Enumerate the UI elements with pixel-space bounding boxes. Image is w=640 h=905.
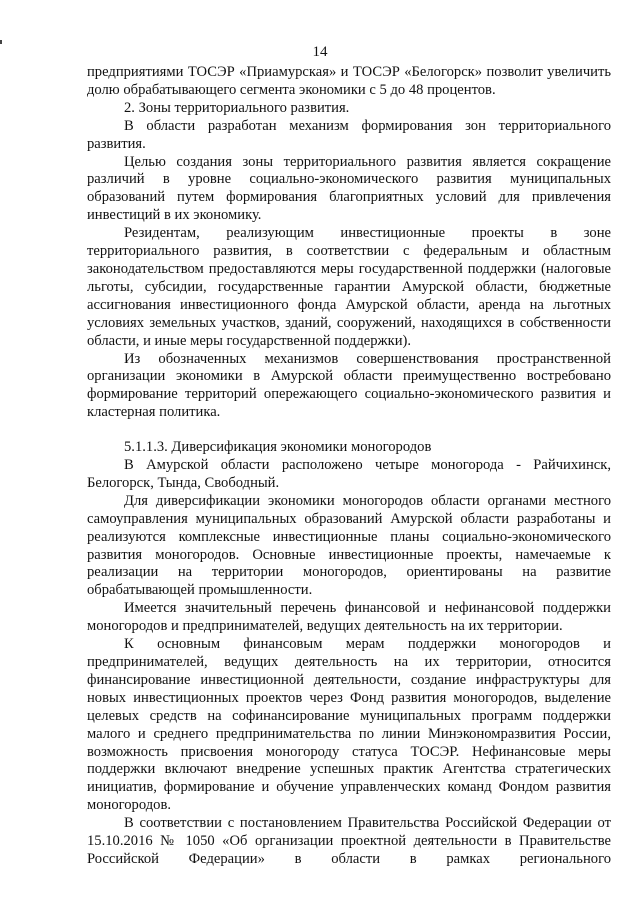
paragraph: Целью создания зоны территориального развития является сокращение различий в уровне социально-экономического развития муниципальных образований путем формирования благоприятных условий для привлечения инвестиций в их экономику.	[87, 153, 611, 224]
paragraph: Для диверсификации экономики моногородов области органами местного самоуправления муниципальных образований Амурской области разработаны и реализуются комплексные инвестиционные планы социально-экономического развития моногородов. Основные инвестиционные проекты, намечаемые к реализации на территории моногородов, ориентированы на развитие обрабатывающей промышленности.	[87, 492, 611, 599]
paragraph: В Амурской области расположено четыре моногорода - Райчихинск, Белогорск, Тында, Свободный.	[87, 457, 611, 491]
document-body	[87, 64, 611, 869]
paragraph: Из обозначенных механизмов совершенствования пространственной организации экономики в Амурской области преимущественно востребовано формирование территорий опережающего социально-экономического развития и кластерная политика.	[87, 350, 611, 421]
paragraph: В соответствии с постановлением Правительства Российской Федерации от 15.10.2016 № 1050 «Об организации проектной деятельности в Правительстве Российской Федерации» в области в рамках регионального	[87, 815, 611, 867]
paragraph: Имеется значительный перечень финансовой и нефинансовой поддержки моногородов и предпринимателей, ведущих деятельность на их территории.	[87, 600, 611, 635]
section-heading: 5.1.1.3. Диверсификация экономики моногородов	[124, 439, 432, 456]
paragraph: Резидентам, реализующим инвестиционные проекты в зоне территориального развития, в соответствии с федеральным и областным законодательством предоставляются меры государственной поддержки (налоговые льготы, субсидии, государственные гарантии Амурской области, бюджетные ассигнования инвестиционного фонда Амурской области, аренда на льготных условиях земельных участков, зданий, сооружений, находящихся в собственности области, и иные меры государственной поддержки).	[87, 225, 611, 349]
paragraph: В области разработан механизм формирования зон территориального развития.	[87, 117, 611, 152]
page-number: 14	[312, 44, 328, 60]
paragraph: К основным финансовым мерам поддержки моногородов и предпринимателей, ведущих деятельность на их территории, относится финансирование инвестиционной деятельности, создание инфраструктуры для новых инвестиционных проектов через Фонд развития моногородов, выделение целевых средств на софинансирование муниципальных программ поддержки малого и среднего предпринимательства по линии Минэкономразвития России, возможность присвоения моногороду статуса ТОСЭР. Нефинансовые меры поддержки включают внедрение успешных практик Агентства стратегических инициатив, формирование и обучение управленческих команд Фондом развития моногородов.	[87, 636, 611, 814]
paragraph: 2. Зоны территориального развития.	[124, 99, 350, 116]
paragraph: предприятиями ТОСЭР «Приамурская» и ТОСЭР «Белогорск» позволит увеличить долю обрабатывающего сегмента экономики с 5 до 48 процентов.	[87, 64, 611, 98]
